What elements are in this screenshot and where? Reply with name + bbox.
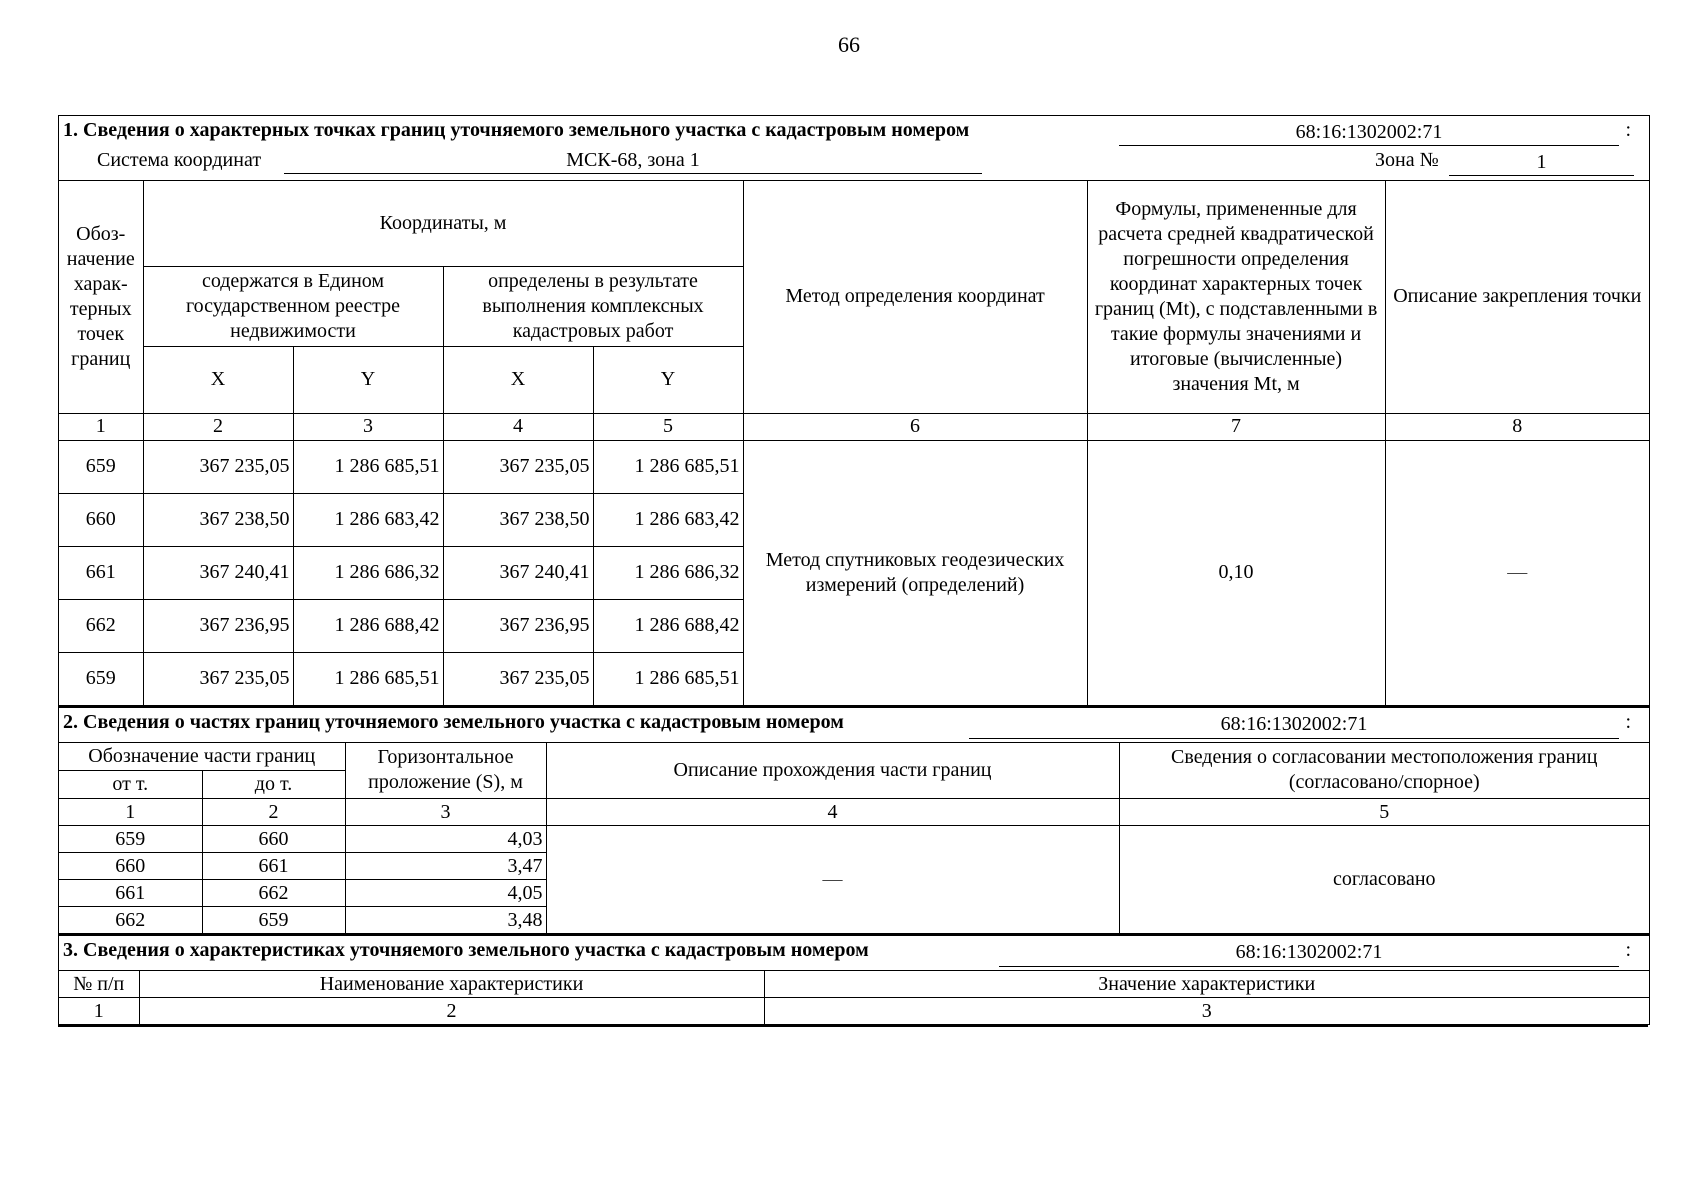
point-id: 659 [59,652,143,705]
coord-x-kkr: 367 238,50 [443,493,593,546]
coord-y-egrn: 1 286 688,42 [293,599,443,652]
section-2-header [59,708,1649,743]
column-numbers-row [59,998,1649,1025]
coord-system-value: МСК-68, зона 1 [284,147,982,174]
section-3 [58,934,1650,1025]
boundary-parts-table [59,743,1649,935]
coord-x-egrn: 367 235,05 [143,652,293,705]
coord-y-egrn: 1 286 683,42 [293,493,443,546]
coord-y-kkr: 1 286 685,51 [593,652,743,705]
col-num: 4 [546,799,1119,826]
col-num: 3 [345,799,546,826]
header-x1: X [143,346,293,413]
col-num: 2 [139,998,764,1025]
header-agreement: Сведения о согласовании местоположения границ (согласовано/спорное) [1119,743,1649,799]
header-coordinates: Координаты, м [143,181,743,266]
zone-value: 1 [1449,149,1634,176]
coord-y-egrn: 1 286 685,51 [293,652,443,705]
section-2-cadastral-number: 68:16:1302002:71 [969,711,1619,739]
coord-x-egrn: 367 240,41 [143,546,293,599]
section-3-title: 3. Сведения о характеристиках уточняемого земельного участка с кадастровым номером [63,939,869,961]
description-value: — [546,826,1119,934]
horizontal-length: 4,05 [345,880,546,907]
header-y2: Y [593,346,743,413]
header-no: № п/п [59,971,139,998]
header-designation: Обоз- начение харак- терных точек границ [59,181,143,413]
header-formulas: Формулы, примененные для расчета средней квадратической погрешности определения координат характерных точек границ (Mt), с подставленными в такие формулы значениями и итоговые (вычисленные) значения Mt, м [1087,181,1385,413]
characteristics-table [59,971,1649,1025]
section-1-cadastral-number: 68:16:1302002:71 [1119,119,1619,146]
col-num: 5 [1119,799,1649,826]
coord-x-egrn: 367 238,50 [143,493,293,546]
col-num: 7 [1087,413,1385,440]
header-y1: Y [293,346,443,413]
coord-y-kkr: 1 286 683,42 [593,493,743,546]
header-method: Метод определения координат [743,181,1087,413]
column-numbers-row [59,413,1649,440]
mt-value: 0,10 [1087,440,1385,705]
header-value: Значение характеристики [764,971,1649,998]
header-description: Описание прохождения части границ [546,743,1119,799]
section-2-colon: : [1625,710,1631,733]
header-to: до т. [202,771,345,799]
coord-x-kkr: 367 236,95 [443,599,593,652]
col-num: 6 [743,413,1087,440]
header-egrn: содержатся в Едином государственном реестре недвижимости [143,266,443,346]
section-1-colon: : [1625,119,1631,141]
coord-y-kkr: 1 286 685,51 [593,440,743,493]
col-num: 5 [593,413,743,440]
header-part-designation: Обозначение части границ [59,743,345,771]
coord-x-kkr: 367 240,41 [443,546,593,599]
coord-x-egrn: 367 235,05 [143,440,293,493]
fixing-value: — [1385,440,1649,705]
from-point: 661 [59,880,202,907]
characteristics-header-row [59,971,1649,998]
to-point: 659 [202,907,345,934]
horizontal-length: 4,03 [345,826,546,853]
table-row [59,826,1649,853]
coord-y-kkr: 1 286 686,32 [593,546,743,599]
coord-x-kkr: 367 235,05 [443,440,593,493]
section-3-cadastral-number: 68:16:1302002:71 [999,939,1619,967]
col-num: 1 [59,799,202,826]
header-fixing: Описание закрепления точки [1385,181,1649,413]
points-table [59,181,1649,706]
col-num: 8 [1385,413,1649,440]
coord-x-egrn: 367 236,95 [143,599,293,652]
section-3-header [59,936,1649,971]
method-value: Метод спутниковых геодезических измерений (определений) [743,440,1087,705]
section-3-colon: : [1625,939,1631,961]
from-point: 659 [59,826,202,853]
from-point: 662 [59,907,202,934]
to-point: 661 [202,853,345,880]
page-number: 66 [838,32,860,57]
section-1 [58,115,1650,706]
section-2 [58,706,1650,935]
point-id: 660 [59,493,143,546]
point-id: 662 [59,599,143,652]
section-1-title: 1. Сведения о характерных точках границ уточняемого земельного участка с кадастровым номером [63,119,970,141]
col-num: 2 [143,413,293,440]
coord-y-egrn: 1 286 686,32 [293,546,443,599]
coord-y-kkr: 1 286 688,42 [593,599,743,652]
from-point: 660 [59,853,202,880]
col-num: 4 [443,413,593,440]
section-2-title: 2. Сведения о частях границ уточняемого земельного участка с кадастровым номером [63,710,844,733]
to-point: 660 [202,826,345,853]
col-num: 1 [59,998,139,1025]
zone-label: Зона № [1375,149,1439,171]
point-id: 661 [59,546,143,599]
col-num: 1 [59,413,143,440]
header-name: Наименование характеристики [139,971,764,998]
col-num: 3 [764,998,1649,1025]
horizontal-length: 3,47 [345,853,546,880]
col-num: 3 [293,413,443,440]
header-x2: X [443,346,593,413]
table-row [59,440,1649,493]
agreement-value: согласовано [1119,826,1649,934]
point-id: 659 [59,440,143,493]
header-from: от т. [59,771,202,799]
coord-y-egrn: 1 286 685,51 [293,440,443,493]
cadastral-document [58,115,1648,1027]
coord-x-kkr: 367 235,05 [443,652,593,705]
header-horizontal: Горизонтальное проложение (S), м [345,743,546,799]
to-point: 662 [202,880,345,907]
coord-system-label: Система координат [97,149,262,171]
col-num: 2 [202,799,345,826]
column-numbers-row [59,799,1649,826]
section-1-header [59,116,1649,181]
horizontal-length: 3,48 [345,907,546,934]
header-kkr: определены в результате выполнения комплексных кадастровых работ [443,266,743,346]
